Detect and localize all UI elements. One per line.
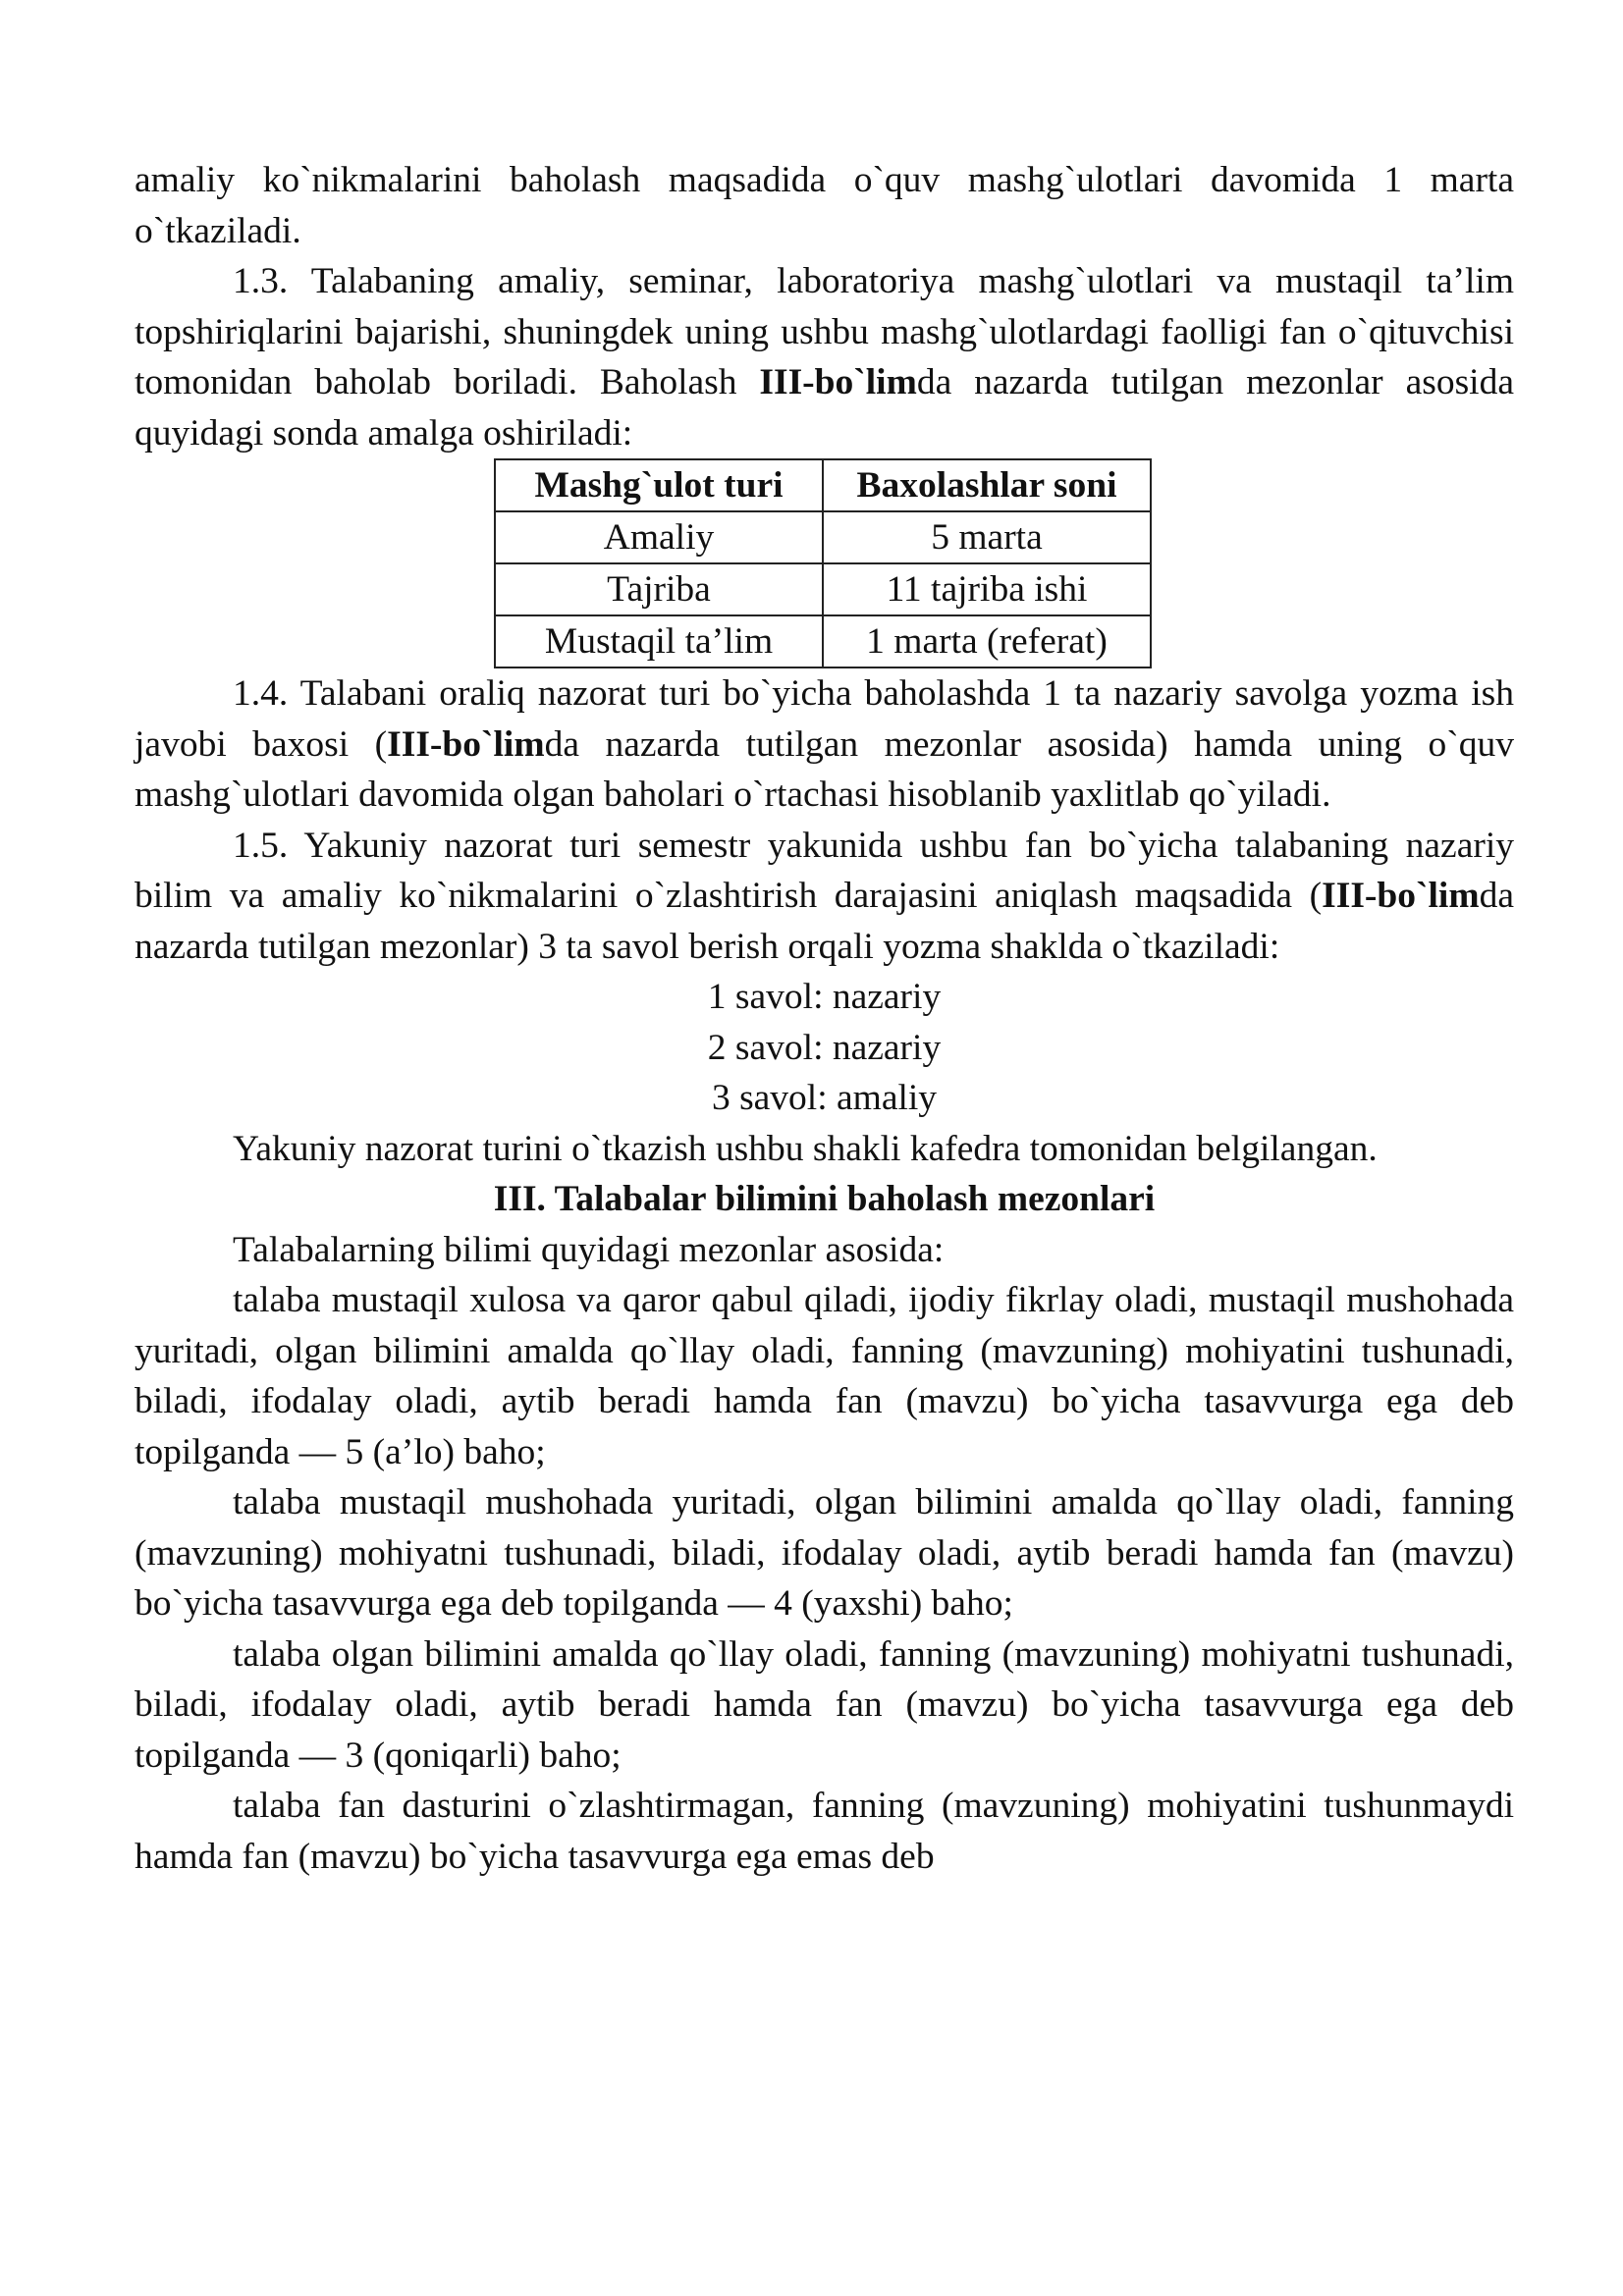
paragraph-grade-5: talaba mustaqil xulosa va qaror qabul qiladi, ijodiy fikrlay oladi, mustaqil mushohada yuritadi, olgan bilimini amalda qo`llay oladi, fanning (mavzuning) mohiyatini tushunadi, biladi, ifodalay oladi, aytib beradi hamda fan (mavzu) bo`yicha tasavvurga ega deb topilganda — 5 (a’lo) baho; [135, 1280, 1514, 1472]
paragraph-continuation: amaliy ko`nikmalarini baholash maqsadida o`quv mashg`ulotlari davomida 1 marta o`tkaziladi. [135, 160, 1514, 251]
paragraph-1-3-tail: da nazarda tutilgan mezonlar asosida quyidagi sonda amalga oshiriladi: [135, 362, 1514, 454]
document-page [135, 155, 1514, 1882]
paragraph-criteria-intro: Talabalarning bilimi quyidagi mezonlar asosida: [233, 1229, 945, 1270]
paragraph-1-3-text: 1.3. Talabaning amaliy, seminar, laboratoriya mashg`ulotlari va mustaqil ta’lim topshiriqlarini bajarishi, shuningdek uning ushbu mashg`ulotlardagi faolligi fan o`qituvchisi tomonidan baholab boriladi. Baholash [135, 261, 1514, 402]
paragraph-1-3 [135, 256, 1514, 458]
paragraph-grade-4: talaba mustaqil mushohada yuritadi, olgan bilimini amalda qo`llay oladi, fanning (mavzuning) mohiyatni tushunadi, biladi, ifodalay oladi, aytib beradi hamda fan (mavzu) bo`yicha tasavvurga ega deb topilganda — 4 (yaxshi) baho; [135, 1482, 1514, 1624]
paragraph-1-4-text: 1.4. Talabani oraliq nazorat turi bo`yicha baholashda 1 ta nazariy savolga yozma ish javobi baxosi ( [135, 673, 1514, 765]
section-reference: III-bo`lim [1322, 876, 1480, 916]
paragraph-1-5-text: 1.5. Yakuniy nazorat turi semestr yakunida ushbu fan bo`yicha talabaning nazariy bilim va amaliy ko`nikmalarini o`zlashtirish darajasini aniqlash maqsadida ( [135, 825, 1514, 916]
table-cell: 5 marta [823, 511, 1151, 563]
table-header-row [495, 459, 1151, 511]
paragraph-1-5-tail: da nazarda tutilgan mezonlar) 3 ta savol berish orqali yozma shaklda o`tkaziladi: [135, 876, 1514, 967]
question-item: 1 savol: nazariy [707, 977, 942, 1017]
assessment-table [494, 458, 1152, 668]
table-header-cell: Baxolashlar soni [823, 459, 1151, 511]
paragraph-final-control: Yakuniy nazorat turini o`tkazish ushbu shakli kafedra tomonidan belgilangan. [233, 1128, 1378, 1169]
paragraph-grade-2: talaba fan dasturini o`zlashtirmagan, fanning (mavzuning) mohiyatini tushunmaydi hamda fan (mavzu) bo`yicha tasavvurga ega emas deb [135, 1786, 1514, 1877]
table-row [495, 615, 1151, 667]
table-cell: Mustaqil ta’lim [495, 615, 823, 667]
table-cell: 1 marta (referat) [823, 615, 1151, 667]
table-row [495, 563, 1151, 615]
table-row [495, 511, 1151, 563]
question-item: 2 savol: nazariy [707, 1027, 942, 1068]
table-cell: Amaliy [495, 511, 823, 563]
section-heading: III. Talabalar bilimini baholash mezonlari [493, 1179, 1156, 1219]
section-reference: III-bo`lim [759, 362, 917, 402]
paragraph-grade-3: talaba olgan bilimini amalda qo`llay oladi, fanning (mavzuning) mohiyatni tushunadi, biladi, ifodalay oladi, aytib beradi hamda fan (mavzu) bo`yicha tasavvurga ega deb topilganda — 3 (qoniqarli) baho; [135, 1633, 1514, 1776]
paragraph-1-4 [135, 668, 1514, 821]
table-header-cell: Mashg`ulot turi [495, 459, 823, 511]
question-item: 3 savol: amaliy [711, 1078, 938, 1118]
paragraph-1-4-tail: da nazarda tutilgan mezonlar asosida) hamda uning o`quv mashg`ulotlari davomida olgan baholari o`rtachasi hisoblanib yaxlitlab qo`yiladi. [135, 723, 1514, 815]
table-cell: 11 tajriba ishi [823, 563, 1151, 615]
table-cell: Tajriba [495, 563, 823, 615]
paragraph-1-5 [135, 821, 1514, 973]
section-reference: III-bo`lim [387, 723, 545, 765]
